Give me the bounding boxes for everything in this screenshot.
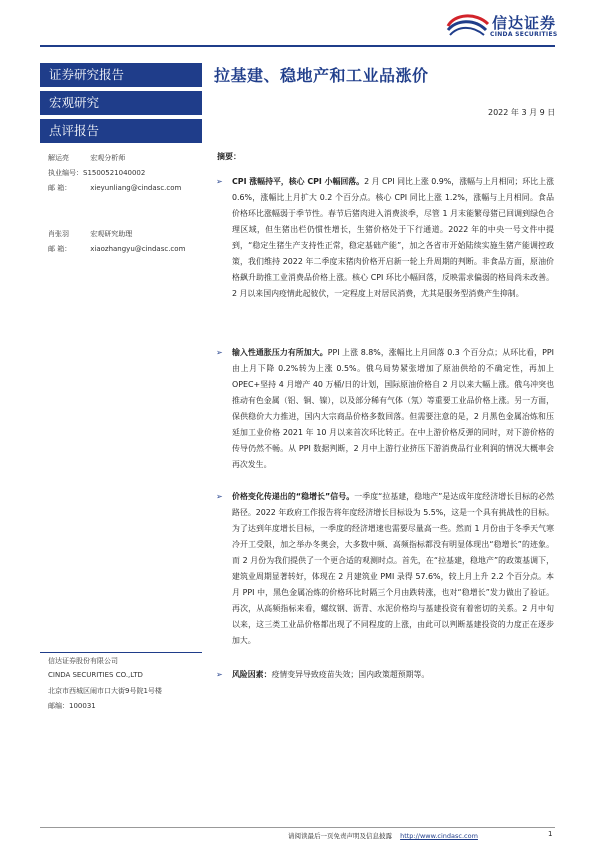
footer-disclaimer bbox=[288, 831, 478, 840]
analyst2-title: 宏观研究助理 bbox=[90, 230, 133, 238]
company-address: 北京市西城区闹市口大街9号院1号楼 bbox=[48, 687, 162, 695]
analyst2-name-row bbox=[48, 229, 132, 239]
report-date: 2022 年 3 月 9 日 bbox=[488, 108, 556, 117]
paragraph-risk-lead: 风险因素： bbox=[232, 670, 272, 679]
footer-text: 请阅读最后一页免责声明及信息披露 bbox=[288, 832, 392, 840]
analyst1-email-row bbox=[48, 183, 181, 193]
analyst1-license-label: 执业编号： bbox=[48, 169, 83, 177]
analyst1-title: 宏观分析师 bbox=[90, 154, 126, 162]
page-title: 拉基建、稳地产和工业品涨价 bbox=[214, 66, 429, 85]
paragraph-growth bbox=[232, 489, 554, 649]
paragraph-growth-body: 一季度“拉基建，稳地产”是达成年度经济增长目标的必然路径。2022 年政府工作报告将年度经济增长目标设为 5.5%，这是一个具有挑战性的目标。为了达到年度增长目标，一季度的经济增速也需要尽量高一些。然而 1 月份由于冬季天气寒冷开工受限，加之举办冬奥会，大多数中频、高频指标都没有明显体现出“稳增长”的迹象。而 2 月份为我们提供了一个更合适的观测时点。首先，在“拉基建，稳地产”的政策基调下，建筑业周期显著转好，体现在 2 月建筑业 PMI 录得 57.6%，较上月上升 2.2 个百分点。本月 PPI 中，黑色金属冶炼的价格环比时隔三个月由跌转涨，也对“稳增长”发力做出了验证。再次，从高频指标来看，螺纹钢、沥青、水泥价格均与基建投资有着密切的关系。2 月中旬以来，这三类工业品价格都出现了不同程度的上涨，由此可以判断基建投资的力度正在逐步加大。 bbox=[232, 492, 554, 645]
company-postcode: 100031 bbox=[69, 702, 96, 710]
analyst2-name: 肖张羽 bbox=[48, 230, 69, 238]
company-postcode-row bbox=[48, 701, 96, 711]
paragraph-risk-body: 疫情变异导致疫苗失效；国内政策超预期等。 bbox=[271, 670, 430, 679]
bullet-arrow-icon: ➢ bbox=[216, 670, 223, 679]
abstract-heading: 摘要： bbox=[217, 152, 241, 161]
analyst1-license: S1500521040002 bbox=[83, 169, 146, 177]
category-label: 宏观研究 bbox=[40, 91, 202, 115]
analyst1-name: 解运亮 bbox=[48, 154, 69, 162]
analyst2-email[interactable]: xiaozhangyu@cindasc.com bbox=[90, 245, 186, 253]
subtype-label: 点评报告 bbox=[40, 119, 202, 143]
footer-divider bbox=[40, 827, 555, 828]
company-name-cn: 信达证券股份有限公司 bbox=[48, 657, 118, 665]
report-type-label: 证券研究报告 bbox=[40, 63, 202, 87]
analyst1-email-label: 邮 箱： bbox=[48, 184, 72, 192]
logo-sub: CINDA SECURITIES bbox=[490, 31, 558, 38]
company-postcode-label: 邮编： bbox=[48, 702, 69, 710]
footer-link[interactable]: http://www.cindasc.com bbox=[400, 832, 478, 840]
paragraph-ppi-body: PPI 上涨 8.8%，涨幅比上月回落 0.3 个百分点；从环比看，PPI 由上月下降 0.2%转为上涨 0.5%。俄乌局势紧张增加了原油供给的不确定性，再加上 OPEC+坚持 4 月增产 40 万桶/日的计划，国际原油价格自 2 月以来大幅上涨。俄乌冲突也推动有色金属（铝、铜、镍），以及部分稀有气体（氖）等重要工业品价格上涨。另一方面，保供稳价大力推进，国内大宗商品价格多数回落。但需要注意的是，2 月黑色金属冶炼和压延加工业价格 2021 年 10 月以来首次环比转正。在中上游价格反弹的同时，对下游价格的传导仍然不畅。从 PPI 数据判断，2 月中上游行业挤压下游消费品行业利润的情况大概率会再次发生。 bbox=[232, 348, 554, 469]
logo-name: 信达证券 bbox=[492, 14, 557, 32]
analyst1-email[interactable]: xieyunliang@cindasc.com bbox=[90, 184, 182, 192]
bullet-arrow-icon: ➢ bbox=[216, 348, 223, 357]
analyst1-name-row bbox=[48, 153, 125, 163]
company-name-en: CINDA SECURITIES CO.,LTD bbox=[48, 671, 143, 679]
paragraph-cpi bbox=[232, 174, 554, 302]
bullet-arrow-icon: ➢ bbox=[216, 492, 223, 501]
paragraph-cpi-body: 2 月 CPI 同比上涨 0.9%，涨幅与上月相同；环比上涨 0.6%，涨幅比上月扩大 0.2 个百分点。核心 CPI 同比上涨 1.2%，涨幅与上月相同。食品价格环比涨幅弱于季节性。春节后猪肉进入消费淡季，尽管 1 月末能繁母猪已回调到绿色合理区域，但生猪出栏仍惯性增长，生猪价格处于下行通道。2022 年的中央一号文件中提到，“稳定生猪生产支持性正常，稳定基础产能”，加之各省市开始陆续实施生猪产能调控政策，我们维持 2022 年二季度末猪肉价格开启新一轮上升周期的判断。非食品方面，原油价格飙升助推工业消费品价格上涨。核心 CPI 环比小幅回落，反映需求偏弱的格局尚未改善。2 月以来国内疫情此起彼伏，一定程度上对居民消费，尤其是服务型消费产生抑制。 bbox=[232, 177, 554, 298]
analyst1-license-row bbox=[48, 168, 145, 178]
bullet-arrow-icon: ➢ bbox=[216, 177, 223, 186]
page-number: 1 bbox=[548, 830, 553, 838]
paragraph-ppi bbox=[232, 345, 554, 473]
paragraph-ppi-lead: 输入性通胀压力有所加大。 bbox=[232, 348, 328, 357]
paragraph-risk bbox=[232, 667, 554, 683]
header-divider bbox=[40, 45, 555, 47]
analyst2-email-row bbox=[48, 244, 185, 254]
paragraph-growth-lead: 价格变化传递出的“稳增长”信号。 bbox=[232, 492, 355, 501]
analyst2-email-label: 邮 箱： bbox=[48, 245, 72, 253]
paragraph-cpi-lead: CPI 涨幅持平，核心 CPI 小幅回落。 bbox=[232, 177, 365, 186]
